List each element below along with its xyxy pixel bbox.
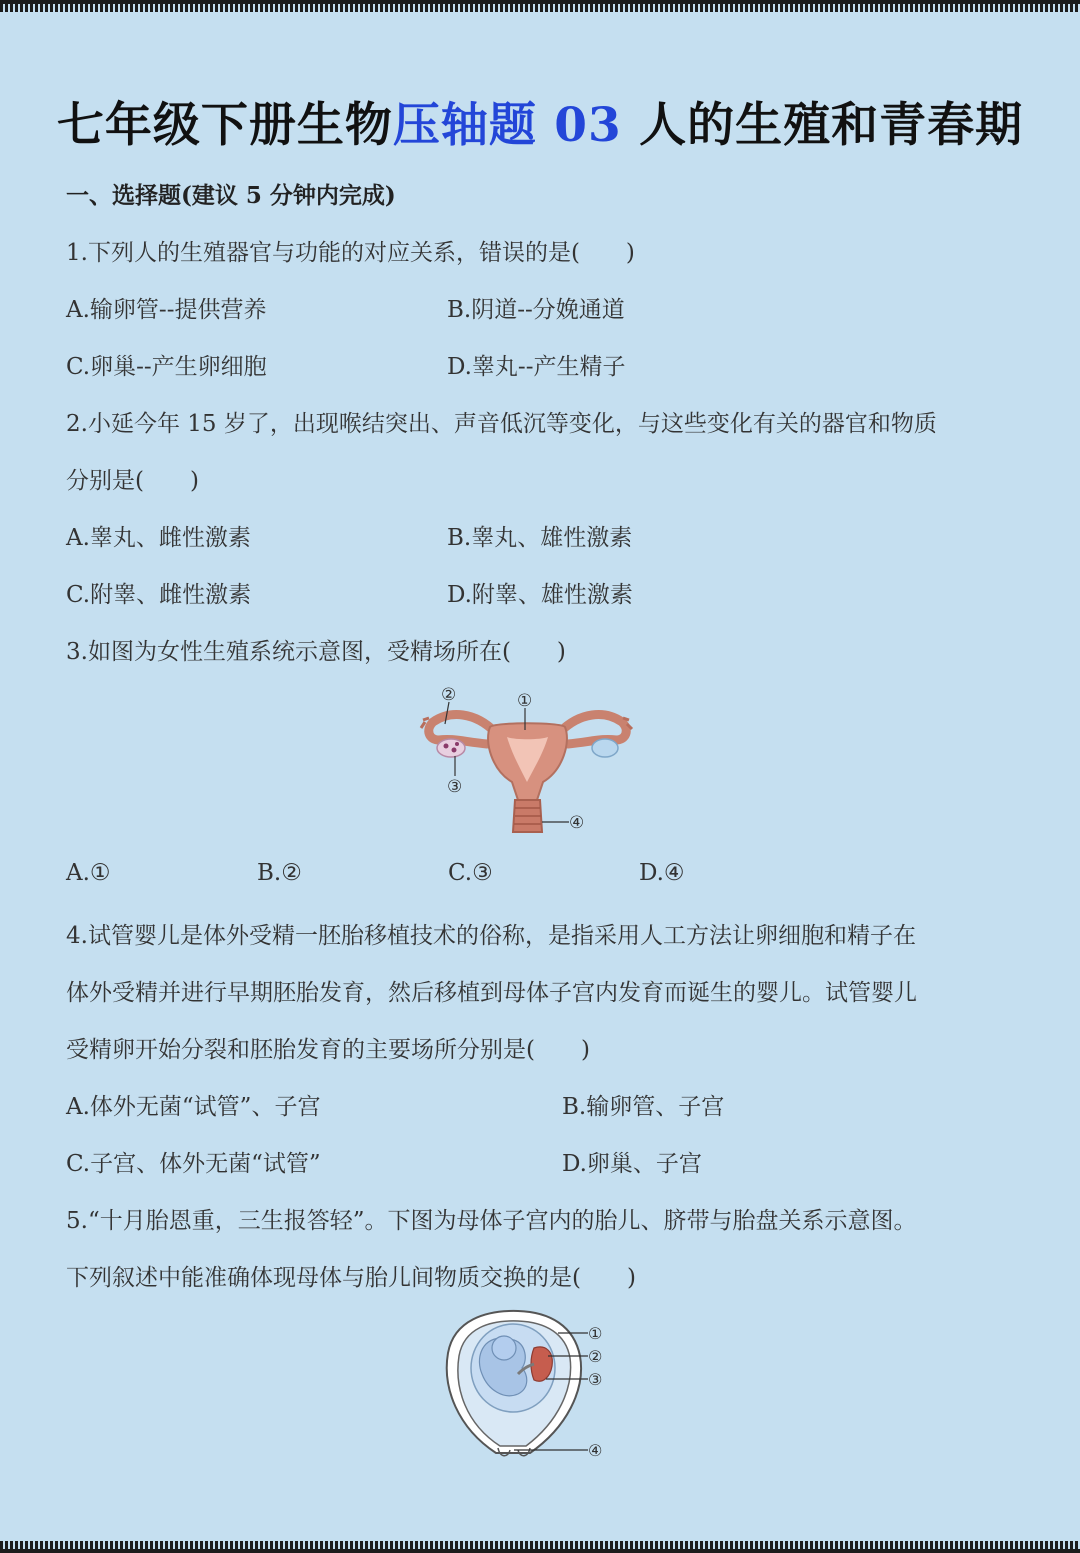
q5-stem-line1: 5.“十月胎恩重，三生报答轻”。下图为母体子宫内的胎儿、脐带与胎盘关系示意图。 xyxy=(66,1208,917,1234)
q4-stem-line1: 4.试管婴儿是体外受精一胚胎移植技术的俗称，是指采用人工方法让卵细胞和精子在 xyxy=(66,923,916,949)
q4-stem-line2: 体外受精并进行早期胚胎发育，然后移植到母体子宫内发育而诞生的婴儿。试管婴儿 xyxy=(66,980,917,1006)
q3-fig-label-4: ④ xyxy=(569,813,585,833)
q1-option-c[interactable]: C.卵巢--产生卵细胞 xyxy=(66,354,267,380)
q5-fig-label-1: ① xyxy=(588,1324,603,1343)
page-title xyxy=(0,88,1080,155)
q3-option-a[interactable]: A.① xyxy=(66,860,111,886)
bottom-border xyxy=(0,1541,1080,1553)
title-highlight: 压轴题 03 xyxy=(392,98,622,153)
title-part3: 人的生殖和青春期 xyxy=(621,98,1024,153)
section-heading: 一、选择题(建议 5 分钟内完成) xyxy=(66,182,396,209)
q2-option-b[interactable]: B.睾丸、雄性激素 xyxy=(447,525,633,551)
q4-option-c[interactable]: C.子宫、体外无菌“试管” xyxy=(66,1151,321,1177)
q1-stem: 1.下列人的生殖器官与功能的对应关系，错误的是( ) xyxy=(66,240,635,266)
q3-option-d[interactable]: D.④ xyxy=(639,860,685,886)
q3-fig-label-2: ② xyxy=(441,685,457,705)
q3-option-b[interactable]: B.② xyxy=(257,860,302,886)
q4-option-d[interactable]: D.卵巢、子宫 xyxy=(562,1151,702,1177)
q2-stem-line2: 分别是( ) xyxy=(66,468,199,494)
q1-option-a[interactable]: A.输卵管--提供营养 xyxy=(66,297,267,323)
title-part1: 七年级下册生物 xyxy=(56,98,393,153)
q4-option-b[interactable]: B.输卵管、子宫 xyxy=(562,1094,725,1120)
q5-stem-line2: 下列叙述中能准确体现母体与胎儿间物质交换的是( ) xyxy=(66,1265,636,1291)
q4-option-a[interactable]: A.体外无菌“试管”、子宫 xyxy=(66,1094,321,1120)
q2-stem-line1: 2.小延今年 15 岁了，出现喉结突出、声音低沉等变化，与这些变化有关的器官和物质 xyxy=(66,411,937,437)
q4-stem-line3: 受精卵开始分裂和胚胎发育的主要场所分别是( ) xyxy=(66,1037,590,1063)
q5-fig-label-3: ③ xyxy=(588,1370,603,1389)
q5-fig-label-4: ④ xyxy=(588,1441,603,1460)
q2-option-c[interactable]: C.附睾、雌性激素 xyxy=(66,582,252,608)
q2-option-d[interactable]: D.附睾、雄性激素 xyxy=(447,582,633,608)
q3-fig-label-1: ① xyxy=(517,691,533,711)
top-border xyxy=(0,0,1080,12)
q3-option-c[interactable]: C.③ xyxy=(448,860,493,886)
q1-option-d[interactable]: D.睾丸--产生精子 xyxy=(447,354,626,380)
q3-fig-label-3: ③ xyxy=(447,777,463,797)
q1-option-b[interactable]: B.阴道--分娩通道 xyxy=(447,297,625,323)
fetus-placenta-figure xyxy=(438,1308,618,1463)
q3-stem: 3.如图为女性生殖系统示意图，受精场所在( ) xyxy=(66,639,566,665)
q2-option-a[interactable]: A.睾丸、雌性激素 xyxy=(66,525,251,551)
q5-fig-label-2: ② xyxy=(588,1347,603,1366)
female-reproductive-system-figure xyxy=(415,682,640,842)
